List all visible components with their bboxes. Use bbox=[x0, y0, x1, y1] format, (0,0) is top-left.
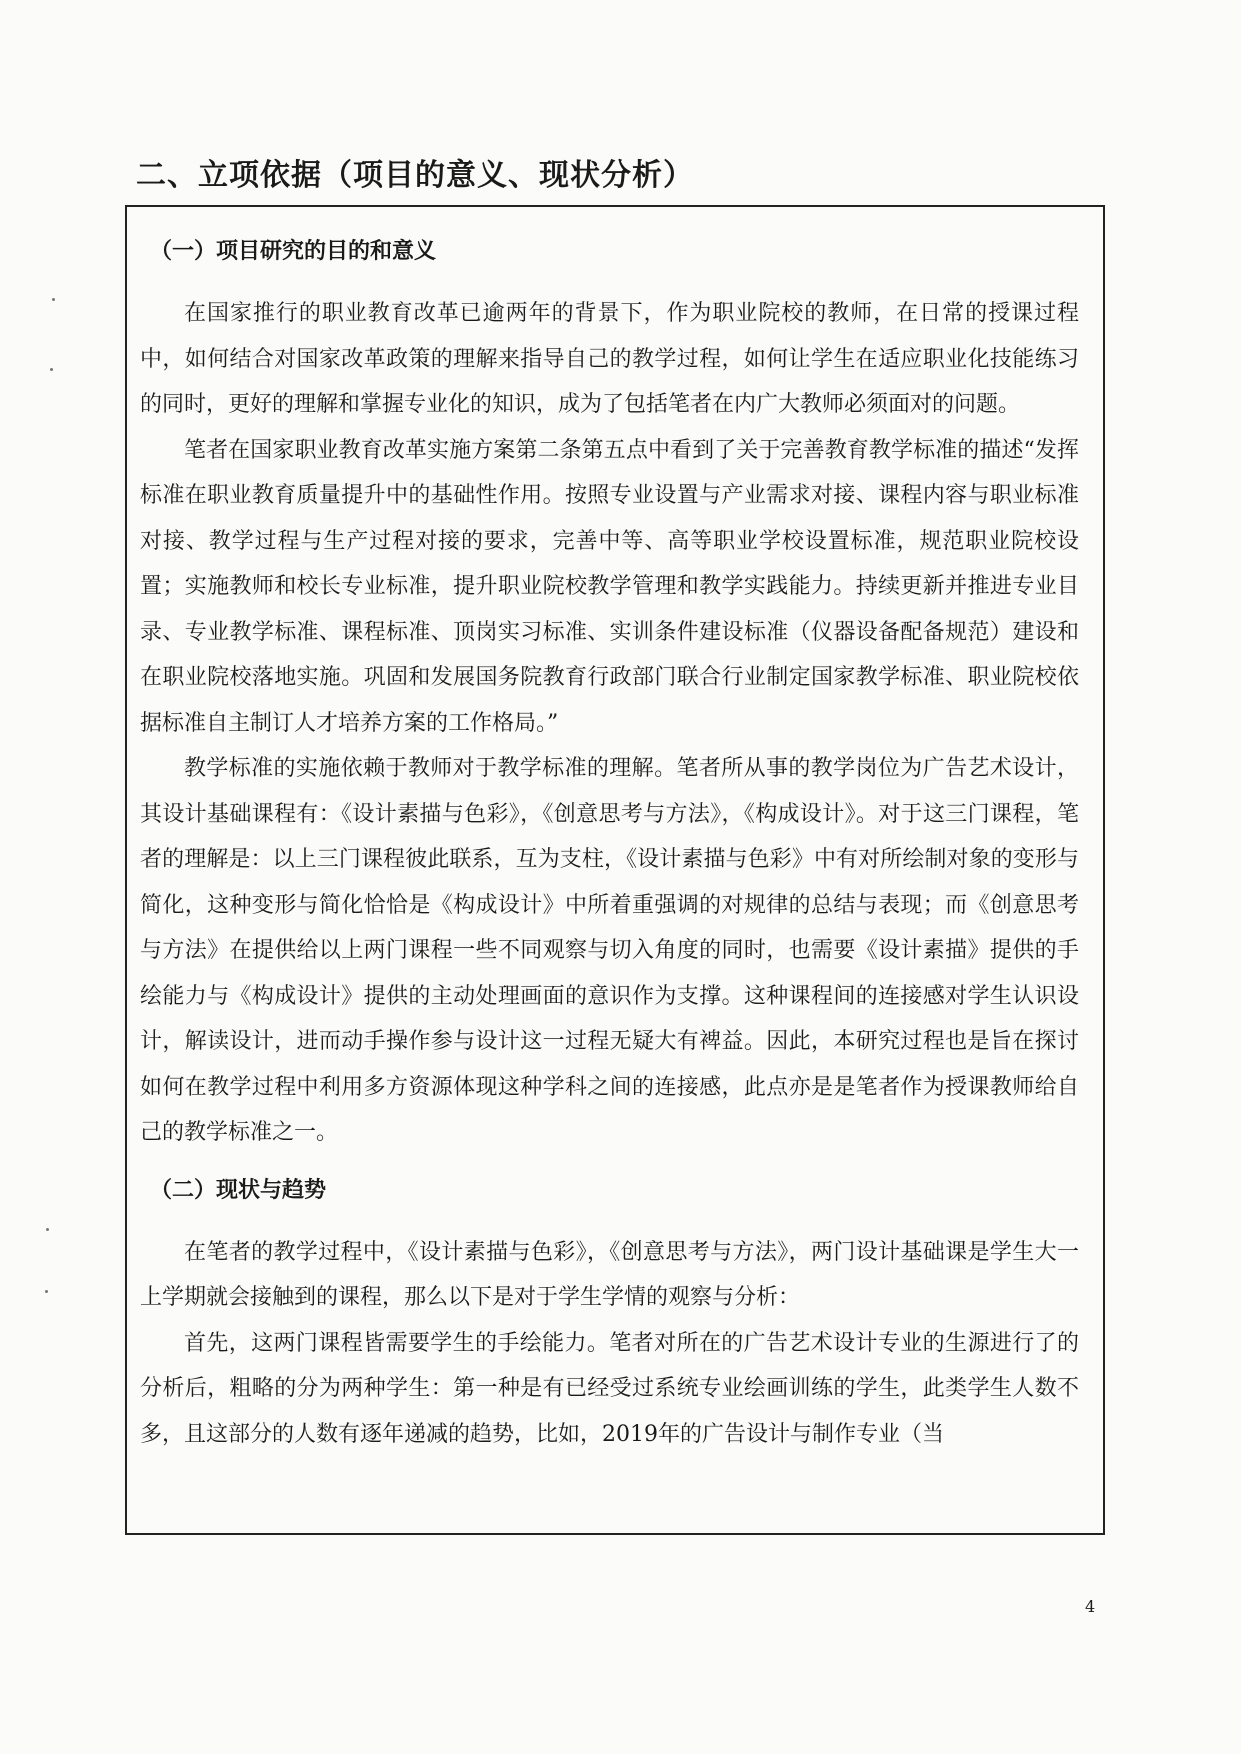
page-heading: 二、立项依据（项目的意义、现状分析） bbox=[136, 158, 694, 193]
paragraph: 教学标准的实施依赖于教师对于教学标准的理解。笔者所从事的教学岗位为广告艺术设计，其设计基础课程有：《设计素描与色彩》，《创意思考与方法》，《构成设计》。对于这三门课程，笔者的理解是：以上三门课程彼此联系，互为支柱，《设计素描与色彩》中有对所绘制对象的变形与简化，这种变形与简化恰恰是《构成设计》中所着重强调的对规律的总结与表现；而《创意思考与方法》在提供给以上两门课程一些不同观察与切入角度的同时，也需要《设计素描》提供的手绘能力与《构成设计》提供的主动处理画面的意识作为支撑。这种课程间的连接感对学生认识设计，解读设计，进而动手操作参与设计这一过程无疑大有裨益。因此，本研究过程也是旨在探讨如何在教学过程中利用多方资源体现这种学科之间的连接感，此点亦是是笔者作为授课教师给自己的教学标准之一。 bbox=[140, 756, 1079, 1145]
page-number: 4 bbox=[1085, 1597, 1096, 1616]
scan-speck bbox=[45, 1290, 48, 1293]
scan-speck bbox=[46, 1228, 49, 1231]
paragraph: 首先，这两门课程皆需要学生的手绘能力。笔者对所在的广告艺术设计专业的生源进行了的分析后，粗略的分为两种学生：第一种是有已经受过系统专业绘画训练的学生，此类学生人数不多，且这部分的人数有逐年递减的趋势，比如，2019年的广告设计与制作专业（当 bbox=[140, 1330, 1079, 1447]
scan-speck bbox=[52, 298, 55, 301]
scan-speck bbox=[50, 368, 53, 371]
paragraph: 在国家推行的职业教育改革已逾两年的背景下，作为职业院校的教师，在日常的授课过程中，如何结合对国家改革政策的理解来指导自己的教学过程，如何让学生在适应职业化技能练习的同时，更好的理解和掌握专业化的知识，成为了包括笔者在内广大教师必须面对的问题。 bbox=[140, 301, 1079, 417]
section-heading-status: （二）现状与趋势 bbox=[150, 1177, 327, 1203]
paragraph: 笔者在国家职业教育改革实施方案第二条第五点中看到了关于完善教育教学标准的描述“发挥标准在职业教育质量提升中的基础性作用。按照专业设置与产业需求对接、课程内容与职业标准对接、教学过程与生产过程对接的要求，完善中等、高等职业学校设置标准，规范职业院校设置；实施教师和校长专业标准，提升职业院校教学管理和教学实践能力。持续更新并推进专业目录、专业教学标准、课程标准、顶岗实习标准、实训条件建设标准（仪器设备配备规范）建设和在职业院校落地实施。巩固和发展国务院教育行政部门联合行业制定国家教学标准、职业院校依据标准自主制订人才培养方案的工作格局。” bbox=[140, 437, 1079, 736]
content-box bbox=[125, 205, 1105, 1535]
paragraph: 在笔者的教学过程中，《设计素描与色彩》，《创意思考与方法》，两门设计基础课是学生大一上学期就会接触到的课程，那么以下是对于学生学情的观察与分析： bbox=[140, 1239, 1079, 1310]
section-heading-purpose: （一）项目研究的目的和意义 bbox=[150, 239, 437, 264]
